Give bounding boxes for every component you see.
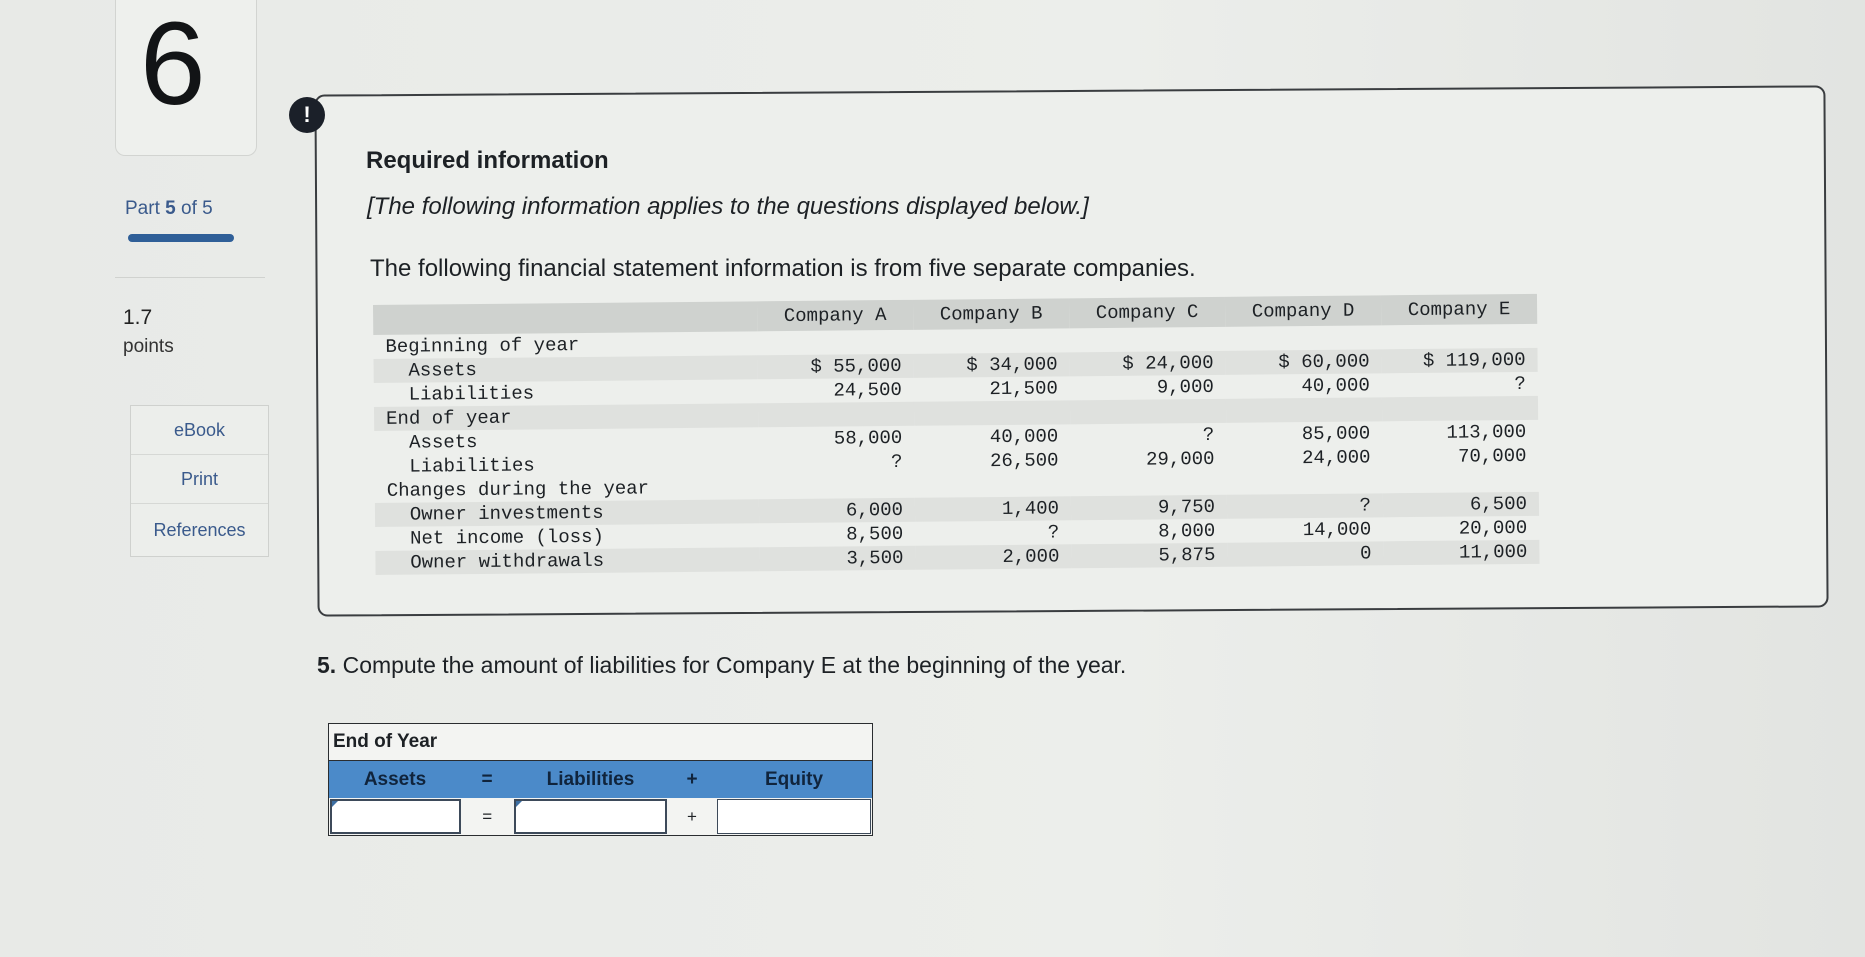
table-cell: 24,500 [833, 378, 902, 402]
header-company-e: Company E [1381, 294, 1537, 325]
table-cell [759, 474, 915, 499]
table-cell: 113,000 [1446, 420, 1527, 444]
table-cell: ? [1227, 493, 1383, 518]
table-cell: 5,875 [1071, 543, 1227, 568]
table-cell: $ 34,000 [913, 352, 1069, 377]
references-link[interactable]: References [153, 519, 246, 540]
part-indicator [125, 198, 213, 220]
accounting-equation-table [328, 723, 873, 836]
table-cell: 14,000 [1302, 518, 1372, 542]
table-cell: 6,500 [1383, 492, 1539, 517]
table-cell: ? [1047, 521, 1060, 544]
question-number: 6 [140, 0, 206, 130]
table-cell: 29,000 [1145, 447, 1215, 471]
question-prompt [317, 652, 1126, 679]
table-cell [1381, 324, 1537, 349]
table-cell [1383, 468, 1539, 493]
table-cell: $ 55,000 [758, 354, 914, 379]
table-cell: 24,000 [1301, 446, 1371, 470]
table-cell: ? [1514, 372, 1526, 396]
ebook-link[interactable]: eBook [131, 406, 268, 455]
header-company-a: Company A [757, 300, 913, 331]
table-cell: $ 60,000 [1225, 349, 1381, 374]
liabilities-input[interactable] [514, 799, 667, 834]
table-cell: 11,000 [1383, 540, 1539, 565]
points-value: 1.7 [123, 306, 153, 329]
part-current: 5 [165, 198, 176, 219]
header-equity: Equity [764, 768, 824, 790]
row-label: Assets [386, 431, 478, 454]
row-label: Assets [374, 355, 758, 383]
header-assets: Assets [363, 768, 427, 790]
alert-icon: ! [289, 97, 325, 133]
table-cell [1069, 327, 1225, 352]
table-cell: 21,500 [989, 377, 1058, 401]
assets-input[interactable] [330, 799, 461, 834]
table-cell: 9,750 [1071, 495, 1227, 520]
part-suffix: of 5 [181, 198, 213, 219]
table-cell [1226, 397, 1382, 422]
table-cell: 70,000 [1457, 444, 1527, 468]
table-cell: ? [891, 450, 903, 474]
row-label: Owner withdrawals [375, 547, 759, 575]
answer-table-caption: End of Year [329, 724, 872, 761]
row-label: Liabilities [385, 382, 535, 406]
table-header-blank [373, 301, 757, 335]
table-cell: 6,000 [759, 498, 915, 523]
table-cell: ? [1202, 423, 1215, 447]
table-cell: 1,400 [915, 496, 1071, 521]
table-cell [1070, 399, 1226, 424]
table-cell [915, 472, 1071, 497]
required-info-title: Required information [366, 147, 609, 174]
table-cell: 0 [1227, 541, 1383, 566]
header-liabilities: Liabilities [546, 768, 635, 790]
table-cell [1071, 471, 1227, 496]
equity-input[interactable] [717, 799, 871, 834]
table-cell: 40,000 [989, 425, 1059, 449]
row-label: End of year [374, 403, 758, 431]
table-cell: $ 24,000 [1069, 351, 1225, 376]
table-cell: 40,000 [1301, 374, 1370, 398]
table-cell: 3,500 [759, 546, 915, 571]
table-cell: 8,500 [846, 522, 904, 546]
table-cell: $ 119,000 [1381, 348, 1537, 373]
table-cell [758, 402, 914, 427]
header-plus: + [686, 768, 698, 790]
row-label: Changes during the year [386, 477, 650, 502]
points-label: points [123, 336, 174, 357]
part-prefix: Part [125, 198, 160, 219]
table-cell: 8,000 [1158, 519, 1216, 543]
print-link[interactable]: Print [131, 455, 268, 504]
answer-header-row [329, 761, 872, 798]
row-label: Net income (loss) [387, 525, 604, 550]
row-label: Beginning of year [385, 334, 580, 358]
header-company-c: Company C [1069, 297, 1225, 328]
table-cell: 58,000 [833, 426, 903, 450]
table-cell [757, 330, 913, 355]
table-cell: 85,000 [1301, 422, 1371, 446]
table-cell: 26,500 [989, 449, 1059, 473]
intro-text: The following financial statement information is from five separate companies. [370, 255, 1196, 282]
question-number-label: 5. [317, 652, 337, 678]
resource-nav [130, 405, 269, 557]
financial-statement-table [373, 294, 1540, 575]
plus-operator: + [687, 806, 697, 826]
equals-operator: = [482, 806, 493, 826]
header-company-d: Company D [1225, 295, 1381, 326]
question-text: Compute the amount of liabilities for Company E at the beginning of the year. [342, 652, 1127, 678]
row-label: Owner investments [375, 499, 759, 527]
applies-note: [The following information applies to the questions displayed below.] [367, 193, 1089, 220]
table-cell: 20,000 [1458, 516, 1528, 540]
sidebar-divider [115, 277, 265, 278]
table-cell: 2,000 [915, 544, 1071, 569]
table-cell [1225, 325, 1381, 350]
header-company-b: Company B [913, 298, 1069, 329]
row-label: Liabilities [386, 454, 535, 478]
table-cell [913, 328, 1069, 353]
table-cell: 9,000 [1156, 375, 1214, 399]
table-cell [914, 400, 1070, 425]
table-cell [1227, 469, 1383, 494]
header-equals: = [481, 768, 493, 790]
answer-input-row [329, 798, 872, 835]
table-cell [1382, 396, 1538, 421]
part-progress-bar [128, 234, 234, 242]
